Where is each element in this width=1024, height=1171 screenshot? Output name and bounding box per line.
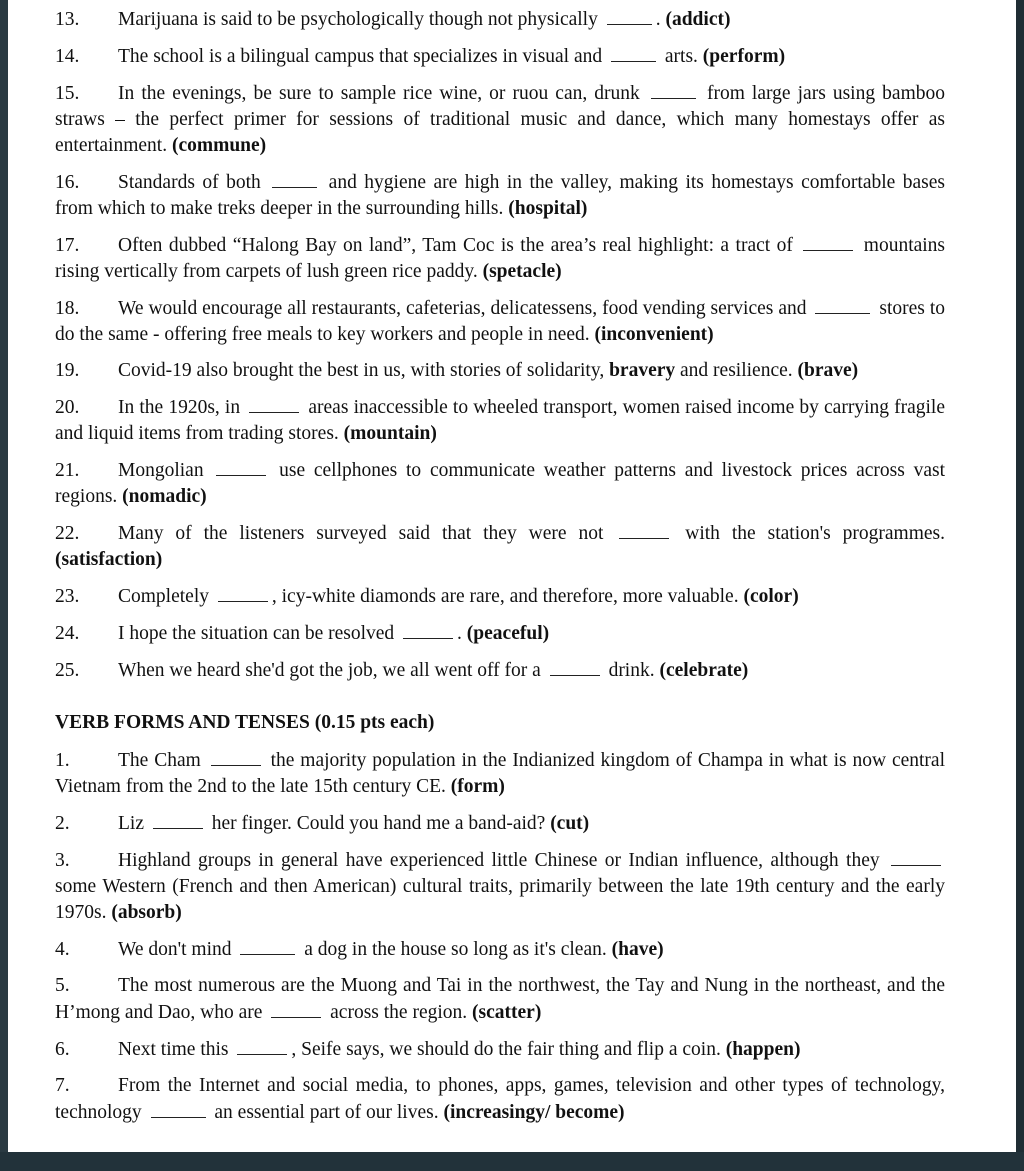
verb-question-5: 5. The most numerous are the Muong and Tai in the northwest, the Tay and Nung in the northeast, and the H’mong and Dao, who are across the region. (scatter): [55, 975, 945, 1023]
question-24: 24. I hope the situation can be resolved . (peaceful): [55, 620, 945, 647]
word-hint: (peaceful): [466, 623, 550, 644]
question-number: 7.: [55, 1075, 70, 1096]
answer-blank[interactable]: [651, 80, 696, 99]
word-hint: (brave): [797, 360, 859, 381]
section-title: VERB FORMS AND TENSES (0.15 pts each): [55, 712, 435, 733]
answer-blank[interactable]: [271, 999, 321, 1018]
answer-blank[interactable]: [218, 583, 268, 602]
question-number: 18.: [55, 298, 80, 319]
answer-blank[interactable]: [803, 232, 853, 251]
question-number: 6.: [55, 1039, 70, 1060]
answer-blank[interactable]: [815, 295, 870, 314]
word-hint: (hospital): [508, 198, 588, 219]
question-20: 20. In the 1920s, in areas inaccessible to wheeled transport, women raised income by carrying fragile and liquid items from trading stores. (mountain): [55, 394, 945, 447]
question-number: 19.: [55, 360, 80, 381]
word-hint: (celebrate): [659, 660, 749, 681]
answer-blank[interactable]: [619, 520, 669, 539]
word-hint: (spetacle): [482, 261, 562, 282]
verb-question-1: 1. The Cham the majority population in the Indianized kingdom of Champa in what is now central Vietnam from the 2nd to the late 15th century CE. (form): [55, 747, 945, 800]
word-hint: (perform): [702, 46, 786, 67]
word-hint: (addict): [665, 9, 731, 30]
question-21: 21. Mongolian use cellphones to communicate weather patterns and livestock prices across vast regions. (nomadic): [55, 457, 945, 510]
answer-blank[interactable]: [151, 1099, 206, 1118]
word-hint: (form): [450, 776, 505, 797]
answer-blank[interactable]: [611, 43, 656, 62]
verb-question-6: 6. Next time this , Seife says, we should do the fair thing and flip a coin. (happen): [55, 1036, 945, 1063]
word-hint: (cut): [550, 813, 590, 834]
word-hint: (nomadic): [122, 486, 207, 507]
answer-blank[interactable]: [607, 6, 652, 25]
question-number: 13.: [55, 9, 80, 30]
answer-blank[interactable]: [550, 657, 600, 676]
answer-blank[interactable]: [237, 1036, 287, 1055]
question-number: 1.: [55, 750, 70, 771]
word-hint: (satisfaction): [55, 549, 163, 570]
word-hint: (commune): [171, 135, 267, 156]
answer-blank[interactable]: [891, 847, 941, 866]
answer-blank[interactable]: [240, 936, 295, 955]
question-number: 16.: [55, 172, 80, 193]
question-number: 22.: [55, 523, 80, 544]
question-number: 21.: [55, 460, 80, 481]
question-number: 14.: [55, 46, 80, 67]
verb-question-3: 3. Highland groups in general have experienced little Chinese or Indian influence, although they some Western (French and then American) cultural traits, primarily between the late 19th century and the early 1970s. (absorb): [55, 847, 945, 926]
question-number: 25.: [55, 660, 80, 681]
word-hint: (scatter): [472, 1002, 542, 1023]
word-hint: (inconvenient): [594, 324, 714, 345]
answer-blank[interactable]: [272, 169, 317, 188]
question-23: 23. Completely , icy-white diamonds are rare, and therefore, more valuable. (color): [55, 583, 945, 610]
answer-blank[interactable]: [249, 394, 299, 413]
verb-question-2: 2. Liz her finger. Could you hand me a band-aid? (cut): [55, 810, 945, 837]
viewer-left-edge: [0, 0, 8, 1171]
question-number: 3.: [55, 850, 70, 871]
word-hint: (mountain): [343, 423, 437, 444]
question-18: 18. We would encourage all restaurants, cafeterias, delicatessens, food vending services and stores to do the same - offering free meals to key workers and people in need. (inconvenient): [55, 295, 945, 348]
answer-blank[interactable]: [403, 620, 453, 639]
answer-filled: bravery: [609, 360, 676, 381]
question-16: 16. Standards of both and hygiene are high in the valley, making its homestays comfortable bases from which to make treks deeper in the surrounding hills. (hospital): [55, 169, 945, 222]
verb-question-4: 4. We don't mind a dog in the house so long as it's clean. (have): [55, 936, 945, 963]
question-number: 5.: [55, 975, 70, 996]
answer-blank[interactable]: [153, 810, 203, 829]
question-15: 15. In the evenings, be sure to sample rice wine, or ruou can, drunk from large jars using bamboo straws – the perfect primer for sessions of traditional music and dance, which many homestays offer as entertainment. (commune): [55, 80, 945, 159]
exercise-content: [55, 6, 945, 1136]
question-number: 4.: [55, 939, 70, 960]
question-number: 15.: [55, 83, 80, 104]
question-number: 2.: [55, 813, 70, 834]
question-14: 14. The school is a bilingual campus that specializes in visual and arts. (perform): [55, 43, 945, 70]
question-number: 23.: [55, 586, 80, 607]
question-number: 20.: [55, 397, 80, 418]
question-13: 13. Marijuana is said to be psychologically though not physically . (addict): [55, 6, 945, 33]
question-22: 22. Many of the listeners surveyed said that they were not with the station's programmes. (satisfaction): [55, 520, 945, 573]
question-25: 25. When we heard she'd got the job, we all went off for a drink. (celebrate): [55, 657, 945, 684]
answer-blank[interactable]: [211, 747, 261, 766]
word-hint: (absorb): [111, 902, 182, 923]
question-number: 24.: [55, 623, 80, 644]
word-hint: (have): [611, 939, 664, 960]
word-hint: (increasingy/ become): [443, 1102, 625, 1123]
question-17: 17. Often dubbed “Halong Bay on land”, Tam Coc is the area’s real highlight: a tract of mountains rising vertically from carpets of lush green rice paddy. (spetacle): [55, 232, 945, 285]
verb-question-7: 7. From the Internet and social media, to phones, apps, games, television and other types of technology, technology an essential part of our lives. (increasingy/ become): [55, 1075, 945, 1123]
word-hint: (happen): [725, 1039, 801, 1060]
question-number: 17.: [55, 235, 80, 256]
answer-blank[interactable]: [216, 457, 266, 476]
word-hint: (color): [743, 586, 799, 607]
viewer-bottom-bar: [0, 1152, 1024, 1171]
question-19: 19. Covid-19 also brought the best in us, with stories of solidarity, bravery and resilience. (brave): [55, 358, 945, 384]
